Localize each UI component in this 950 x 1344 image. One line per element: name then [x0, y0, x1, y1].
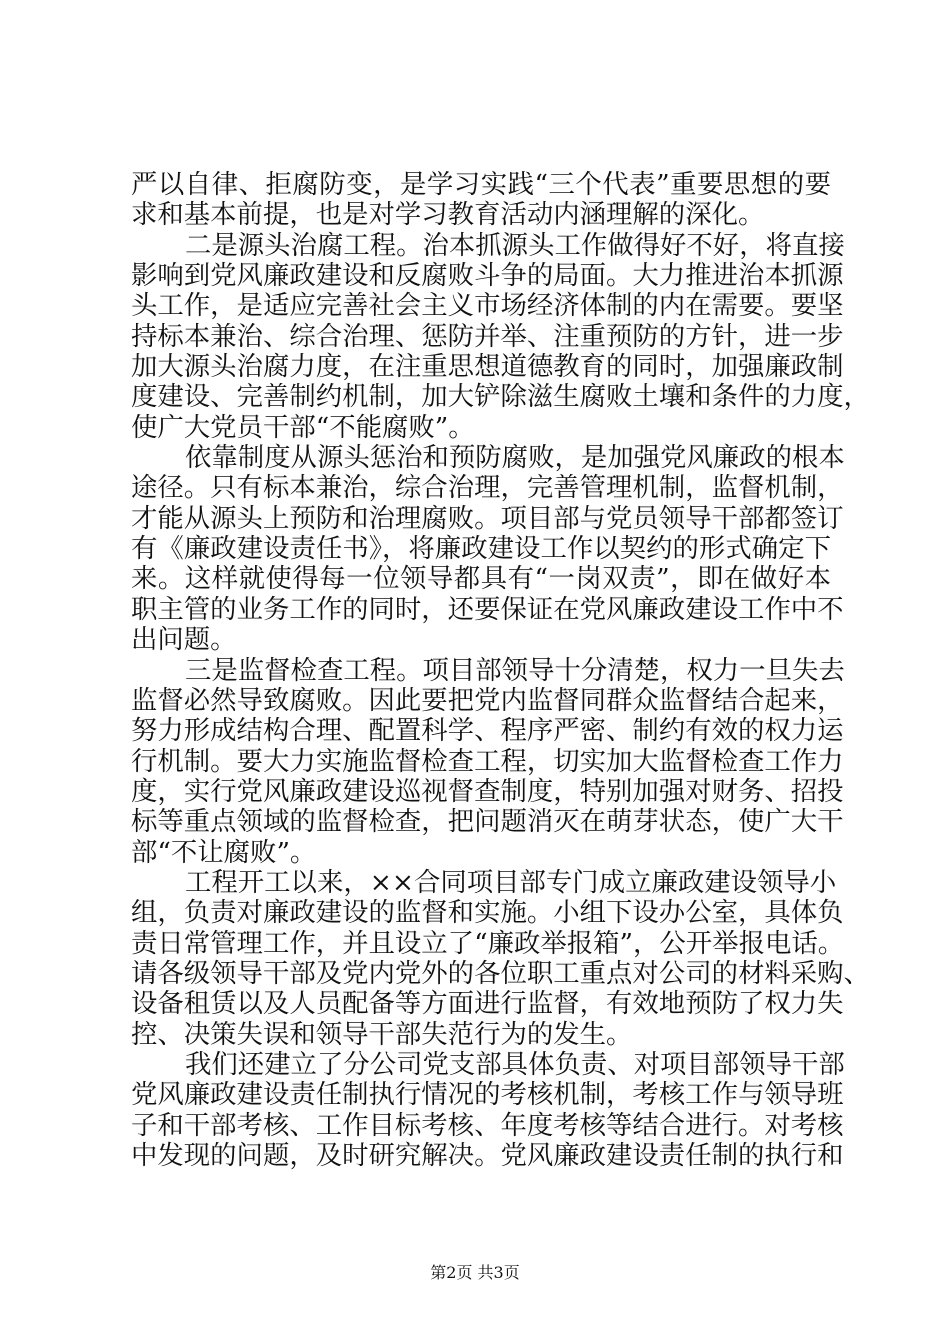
- text-line: 设备租赁以及人员配备等方面进行监督，有效地预防了权力失: [131, 988, 844, 1020]
- text-line: 持标本兼治、综合治理、惩防并举、注重预防的方针，进一步: [131, 320, 844, 352]
- page-number-indicator: 第2页 共3页: [430, 1263, 520, 1282]
- text-line: 才能从源头上预防和治理腐败。项目部与党员领导干部都签订: [131, 502, 844, 534]
- page-footer: [0, 1263, 950, 1283]
- text-line: 加大源头治腐力度，在注重思想道德教育的同时，加强廉政制: [131, 351, 844, 383]
- text-line: 依靠制度从源头惩治和预防腐败，是加强党风廉政的根本: [185, 442, 845, 474]
- text-line: 来。这样就使得每一位领导都具有“一岗双责”，即在做好本: [131, 563, 831, 595]
- text-line: 三是监督检查工程。项目部领导十分清楚，权力一旦失去: [185, 654, 845, 686]
- paragraph: [131, 442, 845, 656]
- text-line: 子和干部考核、工作目标考核、年度考核等结合进行。对考核: [131, 1109, 844, 1141]
- text-line: 努力形成结构合理、配置科学、程序严密、制约有效的权力运: [131, 715, 844, 747]
- text-line: 有《廉政建设责任书》，将廉政建设工作以契约的形式确定下: [131, 533, 831, 565]
- text-line: 途径。只有标本兼治，综合治理，完善管理机制，监督机制，: [131, 472, 844, 504]
- text-line: 请各级领导干部及党内党外的各位职工重点对公司的材料采购、: [131, 957, 870, 989]
- text-line: 度建设、完善制约机制，加大铲除滋生腐败土壤和条件的力度，: [131, 381, 870, 413]
- text-line: 我们还建立了分公司党支部具体负责、对项目部领导干部: [185, 1048, 845, 1080]
- text-line: 工程开工以来，××合同项目部专门成立廉政建设领导小: [185, 866, 837, 898]
- text-line: 党风廉政建设责任制执行情况的考核机制，考核工作与领导班: [131, 1079, 844, 1111]
- text-line: 头工作，是适应完善社会主义市场经济体制的内在需要。要坚: [131, 290, 844, 322]
- text-line: 求和基本前提，也是对学习教育活动内涵理解的深化。: [131, 199, 765, 231]
- paragraph: [131, 866, 870, 1050]
- text-line: 行机制。要大力实施监督检查工程，切实加大监督检查工作力: [131, 745, 844, 777]
- text-line: 责日常管理工作，并且设立了“廉政举报箱”，公开举报电话。: [131, 927, 845, 959]
- text-line: 组，负责对廉政建设的监督和实施。小组下设办公室，具体负: [131, 897, 844, 929]
- paragraph: [131, 654, 845, 868]
- text-line: 中发现的问题，及时研究解决。党风廉政建设责任制的执行和: [131, 1140, 844, 1171]
- text-line: 使广大党员干部“不能腐败”。: [131, 411, 475, 443]
- text-line: 监督必然导致腐败。因此要把党内监督同群众监督结合起来，: [131, 684, 844, 716]
- paragraph: [131, 1048, 845, 1171]
- text-line: 部“不让腐败”。: [131, 836, 317, 868]
- text-line: 出问题。: [131, 624, 237, 656]
- paragraph: [131, 170, 831, 231]
- text-line: 二是源头治腐工程。治本抓源头工作做得好不好，将直接: [185, 229, 845, 261]
- text-line: 影响到党风廉政建设和反腐败斗争的局面。大力推进治本抓源: [131, 260, 844, 292]
- text-line: 严以自律、拒腐防变，是学习实践“三个代表”重要思想的要: [131, 169, 831, 200]
- text-line: 职主管的业务工作的同时，还要保证在党风廉政建设工作中不: [131, 593, 844, 625]
- document-body: [131, 169, 870, 1171]
- text-line: 度，实行党风廉政建设巡视督查制度，特别加强对财务、招投: [131, 775, 844, 807]
- text-line: 控、决策失误和领导干部失范行为的发生。: [131, 1018, 633, 1050]
- text-line: 标等重点领域的监督检查，把问题消灭在萌芽状态，使广大干: [131, 806, 844, 838]
- paragraph: [131, 229, 870, 443]
